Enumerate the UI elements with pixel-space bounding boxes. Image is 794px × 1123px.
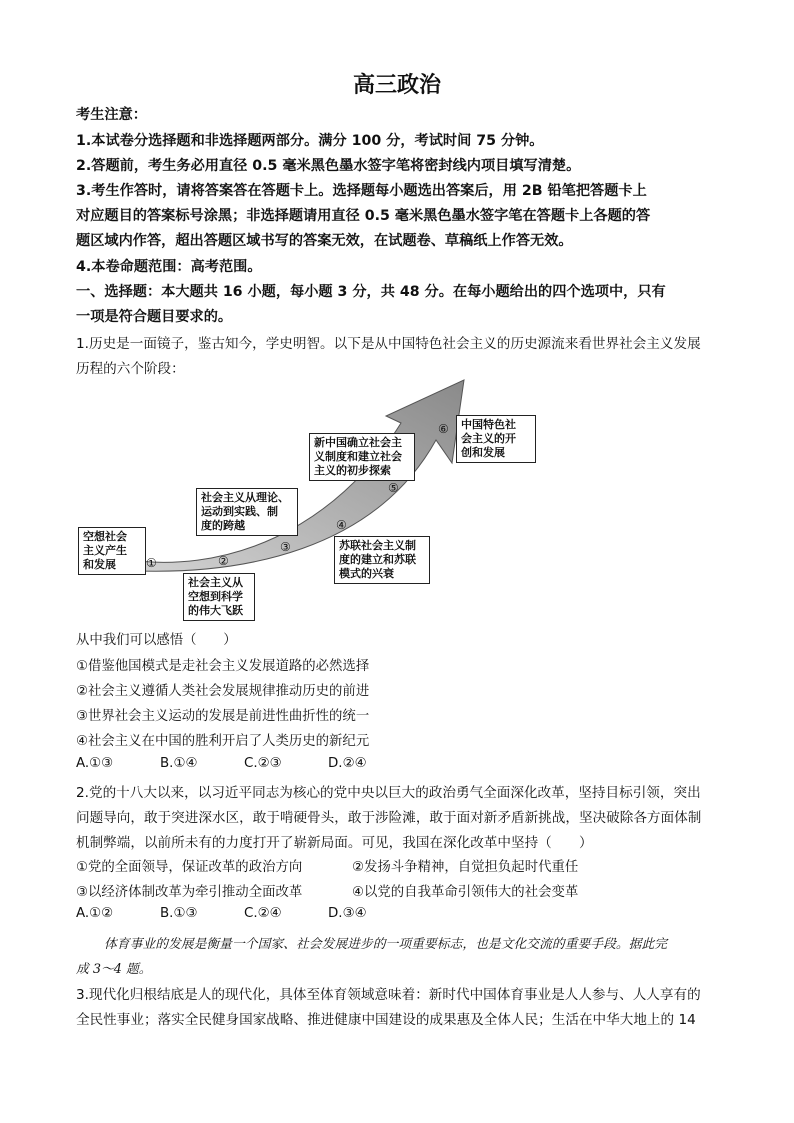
q2-options-row [76,856,578,875]
stage-box-line: 社会主义从 [188,576,243,589]
stage-box-3 [196,488,298,536]
stage-box-6 [456,415,536,463]
q2-options-row [76,881,578,900]
q2-option: ①党的全面领导，保证改革的政治方向 [76,860,303,875]
stage-box-line: 度的建立和苏联 [339,553,416,566]
material-intro-cont: 成 3～4 题。 [76,962,152,977]
choice-c[interactable]: C.②④ [244,906,282,921]
stage-box-line: 的伟大飞跃 [188,604,243,617]
stage-box-4 [334,536,430,584]
notice-item: 1.本试卷分选择题和非选择题两部分。满分 100 分，考试时间 75 分钟。 [76,133,544,149]
q1-option: ②社会主义遵循人类社会发展规律推动历史的前进 [76,684,370,699]
stage-number-2: ② [218,554,229,568]
stage-box-line: 社会主义从理论、 [201,491,289,504]
notice-item: 对应题目的答案标号涂黑；非选择题请用直径 0.5 毫米黑色墨水签字笔在答题卡上各题的答 [76,208,651,224]
stage-box-line: 苏联社会主义制 [339,539,416,552]
choice-c[interactable]: C.②③ [244,756,282,771]
stage-box-line: 中国特色社 [461,418,516,431]
section-heading: 一、选择题：本大题共 16 小题，每小题 3 分，共 48 分。在每小题给出的四个选项中，只有 [76,284,666,300]
stage-box-line: 度的跨越 [201,519,245,532]
q2-option: ③以经济体制改革为牵引推动全面改革 [76,885,303,900]
q1-option: ①借鉴他国模式是走社会主义发展道路的必然选择 [76,659,370,674]
material-intro: 体育事业的发展是衡量一个国家、社会发展进步的一项重要标志，也是文化交流的重要手段。据此完 [104,937,668,952]
stage-number-6: ⑥ [438,422,449,436]
stage-number-4: ④ [336,518,347,532]
stage-box-line: 空想社会 [83,530,127,543]
q3-stem: 3.现代化归根结底是人的现代化，具体至体育领域意味着：新时代中国体育事业是人人参与、人人享有的 [76,987,701,1003]
q2-stem-cont: 问题导向，敢于突进深水区，敢于啃硬骨头，敢于涉险滩，敢于面对新矛盾新挑战，坚决破除各方面体制 [76,810,702,826]
stage-number-3: ③ [280,540,291,554]
notice-item: 题区域内作答，超出答题区域书写的答案无效，在试题卷、草稿纸上作答无效。 [76,233,573,249]
notice-item: 3.考生作答时，请将答案答在答题卡上。选择题每小题选出答案后，用 2B 铅笔把答题卡上 [76,183,647,199]
q2-stem-cont: 机制弊端，以前所未有的力度打开了崭新局面。可见，我国在深化改革中坚持（ ） [76,835,593,851]
notice-item: 4.本卷命题范围：高考范围。 [76,259,262,275]
stage-box-line: 义制度和建立社会 [314,450,402,463]
q2-option: ②发扬斗争精神，自觉担负起时代重任 [352,860,579,875]
stage-box-line: 运动到实践、制 [201,505,278,518]
stage-number-1: ① [146,556,157,570]
stage-box-5 [309,433,415,481]
notice-item: 2.答题前，考生务必用直径 0.5 毫米黑色墨水签字笔将密封线内项目填写清楚。 [76,158,581,174]
page-title: 高三政治 [352,73,441,98]
stage-number-5: ⑤ [388,481,399,495]
q2-stem: 2.党的十八大以来，以习近平同志为核心的党中央以巨大的政治勇气全面深化改革，坚持目标引领，突出 [76,785,701,801]
choice-d[interactable]: D.③④ [328,906,367,921]
choice-a[interactable]: A.①③ [76,756,114,771]
q1-stem: 1.历史是一面镜子，鉴古知今，学史明智。以下是从中国特色社会主义的历史源流来看世界社会主义发展 [76,336,701,352]
notice-heading: 考生注意： [76,107,147,123]
q1-prompt: 从中我们可以感悟（ ） [76,633,237,648]
stage-box-line: 模式的兴衰 [339,567,394,580]
stage-box-line: 和发展 [83,558,116,571]
section-heading-cont: 一项是符合题目要求的。 [76,309,233,325]
stage-diagram [76,378,546,623]
q2-option: ④以党的自我革命引领伟大的社会变革 [352,885,579,900]
q1-choices [76,756,412,771]
stage-box-line: 主义产生 [83,544,127,557]
choice-b[interactable]: B.①④ [160,756,198,771]
q1-stem-cont: 历程的六个阶段： [76,361,185,377]
choice-d[interactable]: D.②④ [328,756,367,771]
q3-stem-cont: 全民性事业；落实全民健身国家战略、推进健康中国建设的成果惠及全体人民；生活在中华大地上的 14 [76,1012,696,1028]
stage-box-2 [183,573,255,621]
stage-box-line: 创和发展 [461,446,505,459]
q1-option: ③世界社会主义运动的发展是前进性曲折性的统一 [76,709,370,724]
stage-box-1 [78,527,146,575]
stage-box-line: 空想到科学 [188,590,243,603]
choice-b[interactable]: B.①③ [160,906,198,921]
stage-box-line: 会主义的开 [461,432,516,445]
stage-box-line: 主义的初步探索 [314,464,391,477]
choice-a[interactable]: A.①② [76,906,114,921]
q2-choices [76,906,412,921]
stage-box-line: 新中国确立社会主 [314,436,402,449]
q1-option: ④社会主义在中国的胜利开启了人类历史的新纪元 [76,734,370,749]
